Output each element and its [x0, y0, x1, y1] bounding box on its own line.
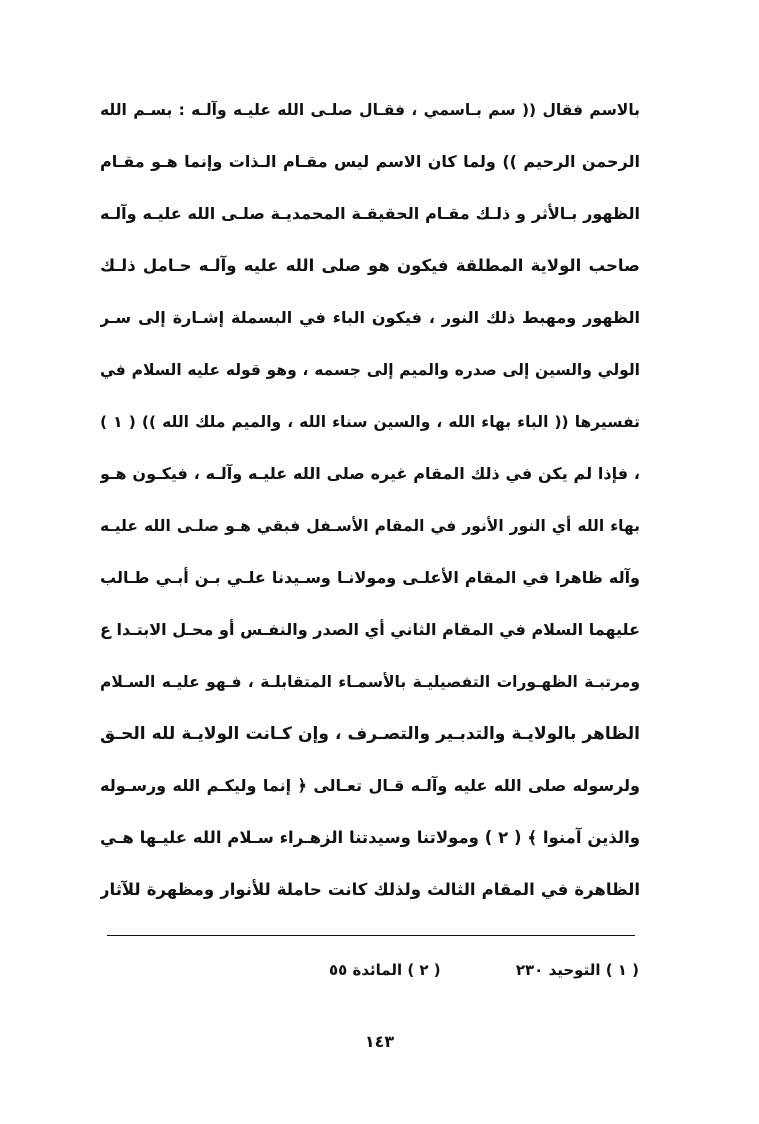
- text-line: الظهور بـالأثر و ذلـك مقـام الحقيقـة المحمديـة صلـى الله عليـه وآلـه: [100, 204, 640, 223]
- text-line: الرحمن الرحيم )) ولما كان الاسم ليس مقـام الـذات وإنما هـو مقـام: [100, 152, 640, 171]
- footnote-1: ( ١ ) التوحيد ٢٣٠: [515, 961, 639, 979]
- text-line: تفسيرها (( الباء بهاء الله ، والسين سناء الله ، والميم ملك الله )) ( ١ ): [100, 413, 640, 431]
- text-line: الولي والسين إلى صدره والميم إلى جسمه ، وهو قوله عليه السلام في: [100, 361, 640, 379]
- footnotes: [300, 950, 639, 990]
- footnote-divider: [107, 935, 635, 936]
- page-number: ١٤٣: [364, 1032, 395, 1051]
- text-line: الظاهرة في المقام الثالث ولذلك كانت حاملة للأنوار ومظهرة للآثار: [100, 880, 640, 899]
- text-line: الظاهر بالولايـة والتدبـير والتصـرف ، وإن كـانت الولايـة لله الحـق: [100, 724, 640, 744]
- footnote-2: ( ٢ ) المائدة ٥٥: [328, 961, 441, 979]
- text-line: ومرتبـة الظهـورات التفصيليـة بالأسمـاء المتقابلـة ، فـهو عليـه السـلام: [100, 673, 640, 691]
- text-line: ، فإذا لم يكن في ذلك المقام غيره صلى الله عليـه وآلـه ، فيكـون هـو: [100, 464, 640, 483]
- text-line: عليهما السلام في المقام الثاني أي الصدر والنفـس أو محـل الابتـدا ع: [100, 620, 640, 639]
- text-line: والذين آمنوا ﴾ ( ٢ ) ومولاتنا وسيدتنا الزهـراء سـلام الله عليـها هـي: [100, 828, 640, 847]
- text-line: بهاء الله أي النور الأنور في المقام الأسـفل فبقي هـو صلـى الله عليـه: [100, 517, 640, 535]
- text-line: صاحب الولاية المطلقة فيكون هو صلى الله عليه وآلـه حـامل ذلـك: [100, 256, 640, 275]
- text-line: بالاسم فقال (( سم بـاسمي ، فقـال صلـى الله عليـه وآلـه : بسـم الله: [100, 101, 640, 119]
- text-line: ولرسوله صلى الله عليه وآلـه قـال تعـالى ﴿ إنما وليكـم الله ورسـوله: [100, 776, 640, 795]
- text-line: الظهور ومهبط ذلك النور ، فيكون الباء في البسملة إشـارة إلى سـر: [100, 308, 640, 327]
- text-line: وآله ظاهرا في المقام الأعلـى ومولانـا وسـيدنا علـي بـن أبـي طـالب: [100, 568, 640, 587]
- main-text-block: [100, 84, 640, 916]
